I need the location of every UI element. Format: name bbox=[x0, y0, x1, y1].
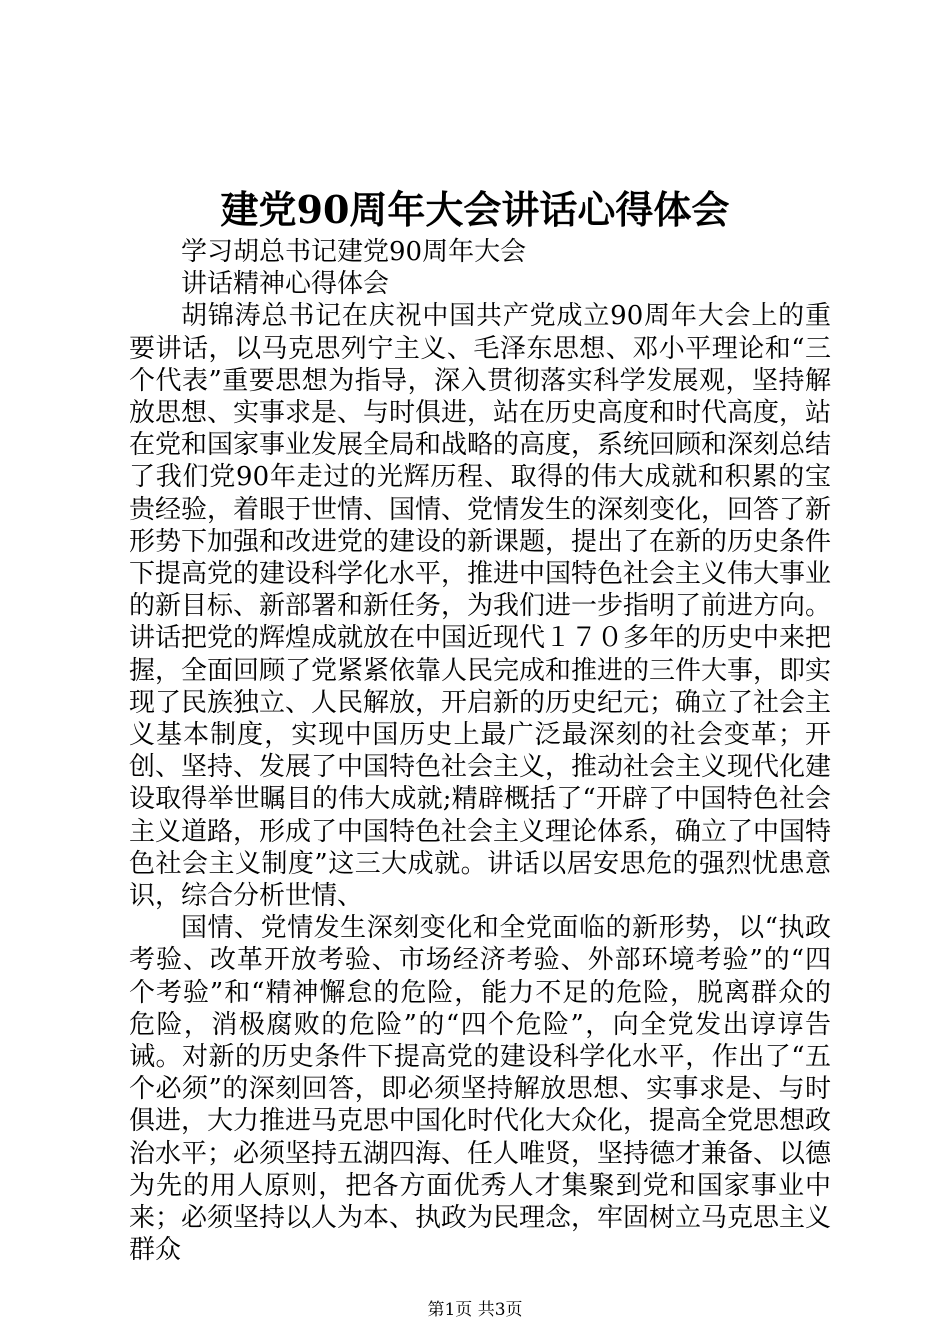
document-body bbox=[129, 236, 831, 1267]
document-title: 建党90周年大会讲话心得体会 bbox=[220, 187, 730, 232]
body-paragraph: 国情、党情发生深刻变化和全党面临的新形势，以“执政考验、改革开放考验、市场经济考验、外部环境考验”的“四个考验”和“精神懈怠的危险，能力不足的危险，脱离群众的危险，消极腐败的危险”的“四个危险”，向全党发出谆谆告诫。对新的历史条件下提高党的建设科学化水平，作出了“五个必须”的深刻回答，即必须坚持解放思想、实事求是、与时俱进，大力推进马克思中国化时代化大众化，提高全党思想政治水平；必须坚持五湖四海、任人唯贤，坚持德才兼备、以德为先的用人原则，把各方面优秀人才集聚到党和国家事业中来；必须坚持以人为本、执政为民理念，牢固树立马克思主义群众 bbox=[129, 913, 832, 1266]
subtitle-line-1: 学习胡总书记建党90周年大会 bbox=[181, 237, 527, 267]
page-number-footer: 第1页 共3页 bbox=[427, 1300, 523, 1320]
subtitle-line-2: 讲话精神心得体会 bbox=[181, 269, 390, 300]
body-paragraph: 胡锦涛总书记在庆祝中国共产党成立90周年大会上的重要讲话，以马克思列宁主义、毛泽东思想、邓小平理论和“三个代表”重要思想为指导，深入贯彻落实科学发展观，坚持解放思想、实事求是、与时俱进，站在历史高度和时代高度，站在党和国家事业发展全局和战略的高度，系统回顾和深刻总结了我们党90年走过的光辉历程、取得的伟大成就和积累的宝贵经验，着眼于世情、国情、党情发生的深刻变化，回答了新形势下加强和改进党的建设的新课题，提出了在新的历史条件下提高党的建设科学化水平，推进中国特色社会主义伟大事业的新目标、新部署和新任务，为我们进一步指明了前进方向。讲话把党的辉煌成就放在中国近现代１７０多年的历史中来把握，全面回顾了党紧紧依靠人民完成和推进的三件大事，即实现了民族独立、人民解放，开启新的历史纪元；确立了社会主义基本制度，实现中国历史上最广泛最深刻的社会变革；开创、坚持、发展了中国特色社会主义，推动社会主义现代化建设取得举世瞩目的伟大成就;精辟概括了“开辟了中国特色社会主义道路，形成了中国特色社会主义理论体系，确立了中国特色社会主义制度”这三大成就。讲话以居安思危的强烈忧患意识，综合分析世情、 bbox=[129, 301, 832, 912]
